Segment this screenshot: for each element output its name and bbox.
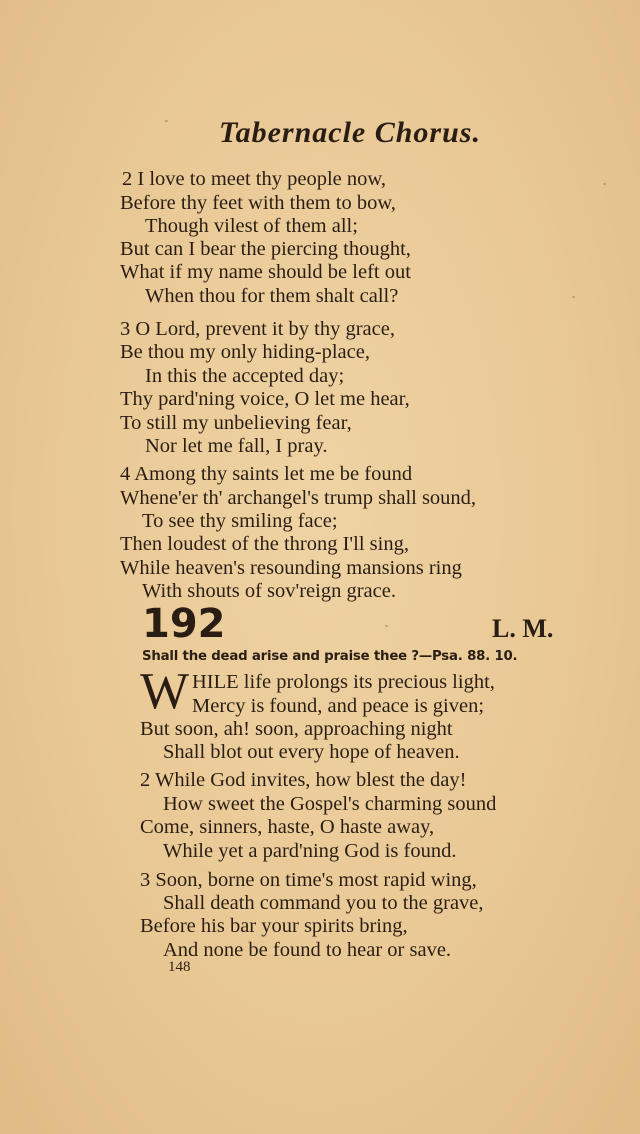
verse-line: Shall blot out every hope of heaven.: [163, 741, 460, 763]
paper-speck: [572, 296, 575, 298]
paper-speck: [603, 183, 606, 185]
paper-speck: [385, 625, 388, 627]
drop-cap: W: [140, 663, 190, 720]
verse-line: Nor let me fall, I pray.: [145, 435, 328, 457]
verse-line: With shouts of sov'reign grace.: [142, 580, 396, 602]
page-number: 148: [168, 959, 191, 975]
verse-line: 4 Among thy saints let me be found: [120, 463, 413, 485]
verse-line: While heaven's resounding mansions ring: [120, 557, 462, 579]
verse-line: 3 Soon, borne on time's most rapid wing,: [140, 869, 477, 891]
verse-line: Then loudest of the throng I'll sing,: [120, 533, 409, 555]
verse-line: Shall death command you to the grave,: [163, 892, 484, 914]
verse-line: What if my name should be left out: [120, 261, 411, 283]
verse-line: 2 While God invites, how blest the day!: [140, 769, 467, 791]
verse-line: In this the accepted day;: [145, 365, 345, 387]
verse-line: Before his bar your spirits bring,: [140, 915, 408, 937]
paper-speck: [165, 120, 168, 122]
verse-line: And none be found to hear or save.: [163, 939, 452, 961]
verse-line: How sweet the Gospel's charming sound: [163, 793, 497, 815]
verse-line: When thou for them shalt call?: [145, 285, 399, 307]
verse-line: But can I bear the piercing thought,: [120, 238, 411, 260]
verse-line: Though vilest of them all;: [145, 215, 358, 237]
verse-line: Be thou my only hiding-place,: [120, 341, 370, 363]
verse-line: To still my unbelieving fear,: [120, 412, 352, 434]
verse-line: 2 I love to meet thy people now,: [122, 168, 386, 190]
verse-line: Whene'er th' archangel's trump shall sound,: [120, 487, 477, 509]
verse-line: HILE life prolongs its precious light,: [192, 671, 495, 693]
verse-line: Thy pard'ning voice, O let me hear,: [120, 388, 410, 410]
verse-line: While yet a pard'ning God is found.: [163, 840, 457, 862]
verse-line: To see thy smiling face;: [142, 510, 338, 532]
hymn-number: 192: [142, 601, 226, 647]
hymn-meter: L. M.: [492, 614, 554, 643]
verse-line: Before thy feet with them to bow,: [120, 192, 396, 214]
scripture-epigraph: Shall the dead arise and praise thee ?—Psa. 88. 10.: [142, 649, 518, 664]
verse-line: Mercy is found, and peace is given;: [192, 695, 485, 717]
verse-line: Come, sinners, haste, O haste away,: [140, 816, 435, 838]
page-header-title: Tabernacle Chorus.: [219, 116, 481, 149]
verse-line: But soon, ah! soon, approaching night: [140, 718, 453, 740]
verse-line: 3 O Lord, prevent it by thy grace,: [120, 318, 395, 340]
